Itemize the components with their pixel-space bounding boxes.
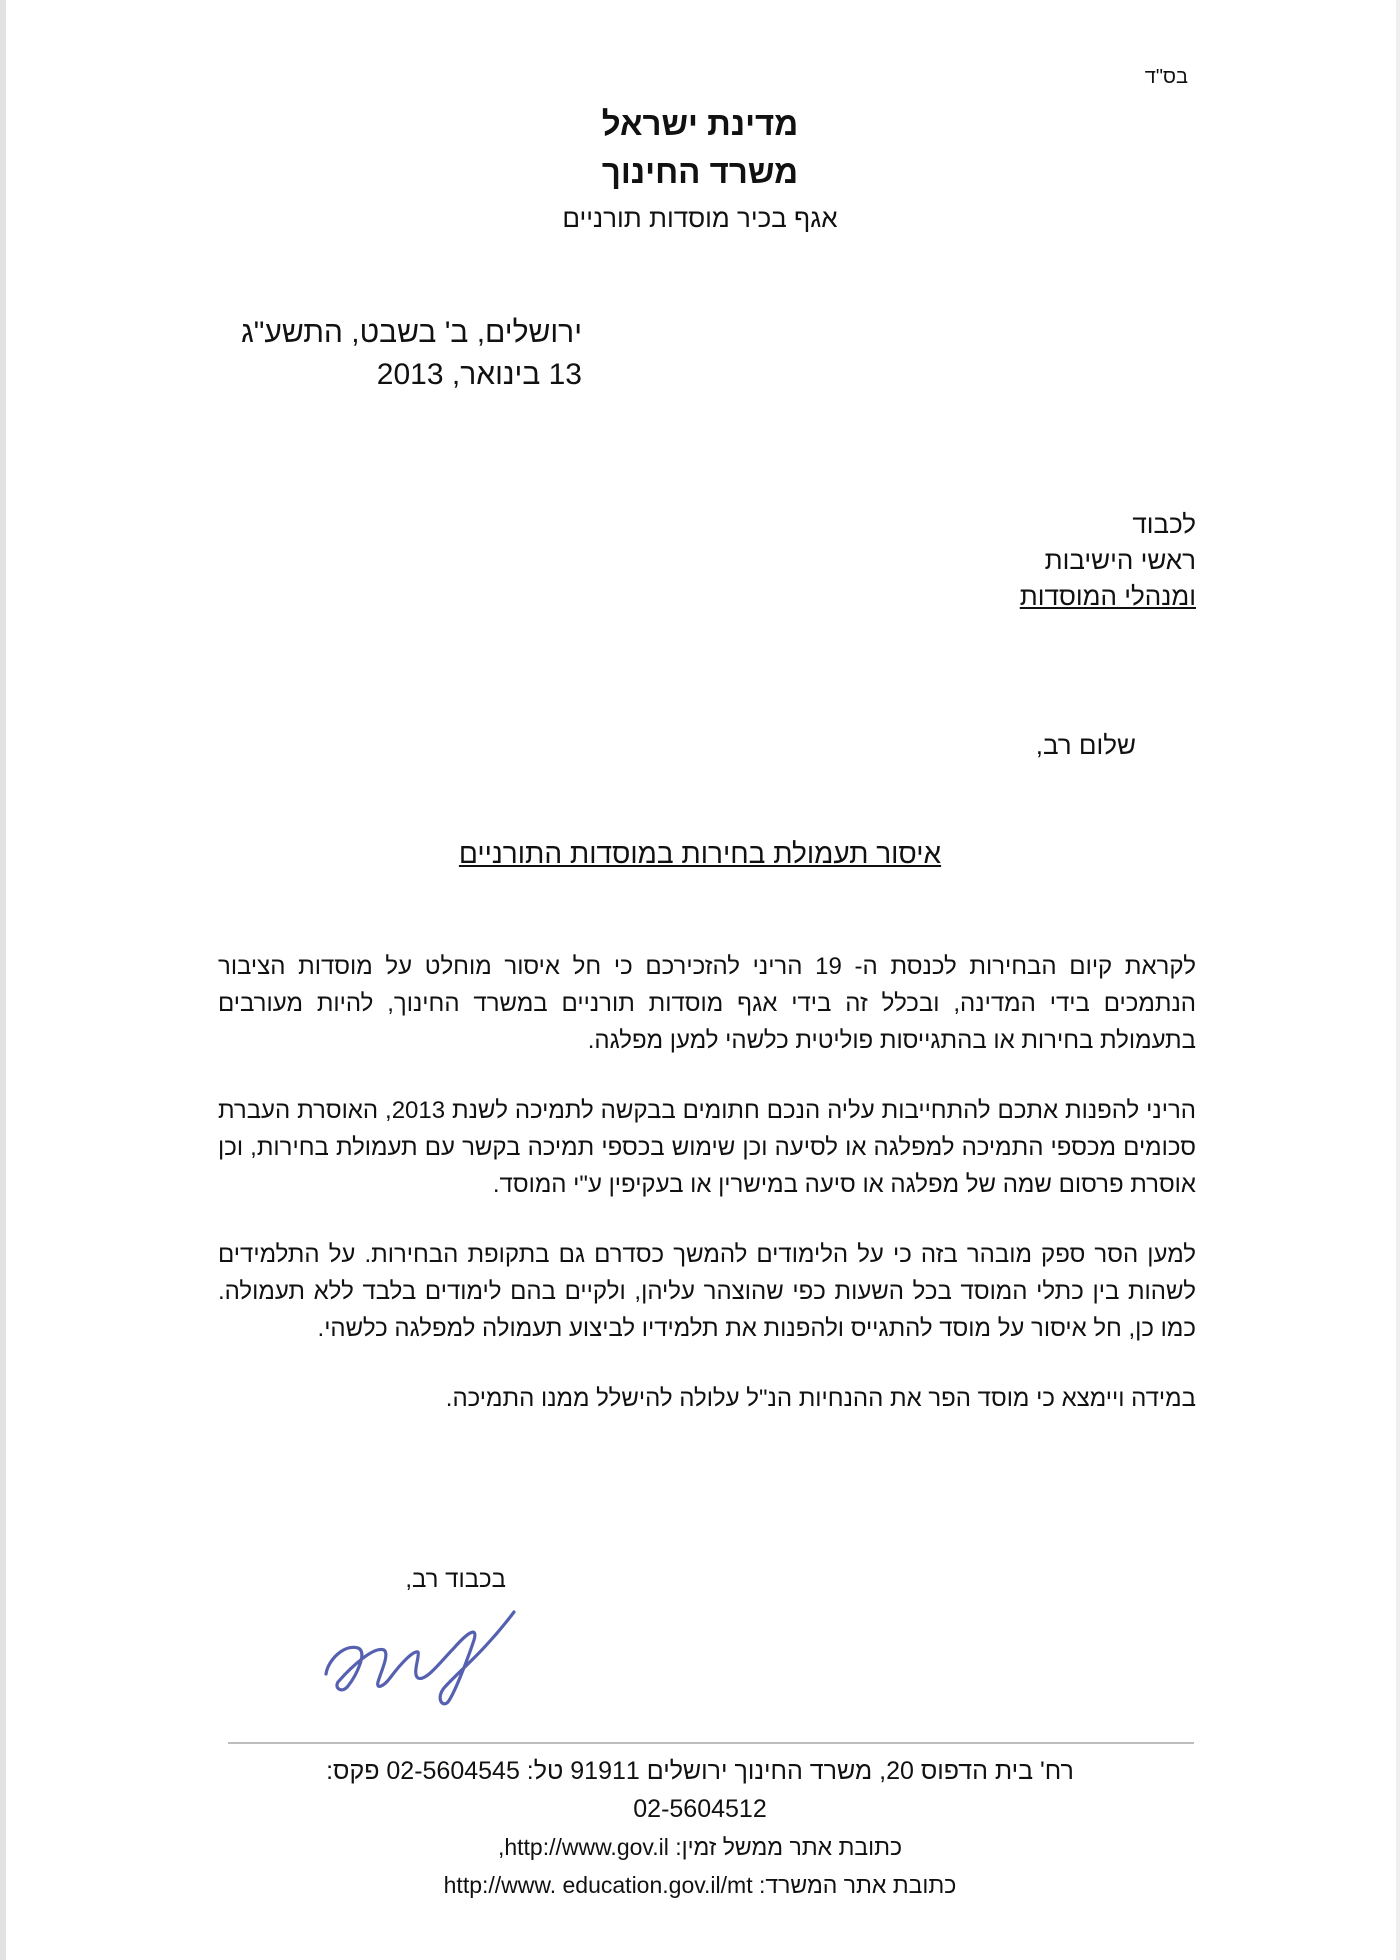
- footer-divider: [228, 1742, 1194, 1744]
- greeting: שלום רב,: [1035, 730, 1136, 760]
- footer-gov-site: כתובת אתר ממשל זמין: http://www.gov.il,: [497, 1834, 903, 1860]
- body-paragraph-2: הריני להפנות אתכם להתחייבות עליה הנכם חתומים בבקשה לתמיכה לשנת 2013, האוסרת העברת סכומים מכספי התמיכה למפלגה או לסיעה וכן שימוש בכספי תמיכה בקשר עם תעמולת בחירות, וכן אוסרת פרסום שמה של מפלגה או סיעה במישרין או בעקיפין ע"י המוסד.: [218, 1097, 1196, 1198]
- recipient-line-1: לכבוד: [1132, 509, 1196, 539]
- signature-stroke: [326, 1612, 514, 1704]
- footer-fax: 02-5604512: [633, 1795, 767, 1823]
- date-hebrew: ירושלים, ב' בשבט, התשע"ג: [241, 316, 582, 349]
- date-gregorian: 13 בינואר, 2013: [376, 358, 582, 391]
- recipient-block: [1020, 506, 1196, 614]
- body-paragraph-3: למען הסר ספק מובהר בזה כי על הלימודים להמשך כסדרם גם בתקופת הבחירות. על התלמידים לשהות בין כתלי המוסד בכל השעות כפי שהוצהר עליהן, ולקיים בהם לימודים בלבד ללא תעמולה. כמו כן, חל איסור על מוסד להתגייס ולהפנות את תלמידיו לביצוע תעמולה למפלגה כלשהי.: [218, 1241, 1196, 1342]
- letterhead-ministry: משרד החינוך: [601, 153, 799, 190]
- footer-ministry-site: כתובת אתר המשרד: http://www. education.gov.il/mt: [443, 1872, 957, 1898]
- letterhead-division: אגף בכיר מוסדות תורניים: [562, 203, 838, 233]
- footer: [0, 1752, 1400, 1904]
- page-edge-right: [1396, 0, 1400, 1960]
- page-edge-left: [0, 0, 6, 1960]
- footer-address: רח' בית הדפוס 20, משרד החינוך ירושלים 91911 טל: 02-5604545 פקס:: [326, 1757, 1074, 1785]
- closing: בכבוד רב,: [405, 1566, 506, 1593]
- letter-body: [218, 948, 1196, 1450]
- recipient-line-3: ומנהלי המוסדות: [1019, 581, 1196, 611]
- body-paragraph-1: לקראת קיום הבחירות לכנסת ה- 19 הריני להזכירכם כי חל איסור מוחלט על מוסדות הציבור הנתמכים בידי המדינה, ובכלל זה בידי אגף מוסדות תורניים במשרד החינוך, להיות מעורבים בתעמולת בחירות או בהתגייסות פוליטית כלשהי למען מפלגה.: [218, 953, 1197, 1054]
- bsd-mark: בס"ד: [1144, 66, 1188, 88]
- body-paragraph-4: במידה ויימצא כי מוסד הפר את ההנחיות הנ"ל עלולה להישלל ממנו התמיכה.: [445, 1385, 1196, 1412]
- letter-date: [241, 312, 582, 396]
- letterhead-state: מדינת ישראל: [601, 105, 799, 142]
- subject-line: איסור תעמולת בחירות במוסדות התורניים: [458, 838, 942, 869]
- recipient-line-2: ראשי הישיבות: [1044, 545, 1196, 575]
- letterhead: [0, 100, 1400, 240]
- handwritten-signature: [318, 1590, 528, 1710]
